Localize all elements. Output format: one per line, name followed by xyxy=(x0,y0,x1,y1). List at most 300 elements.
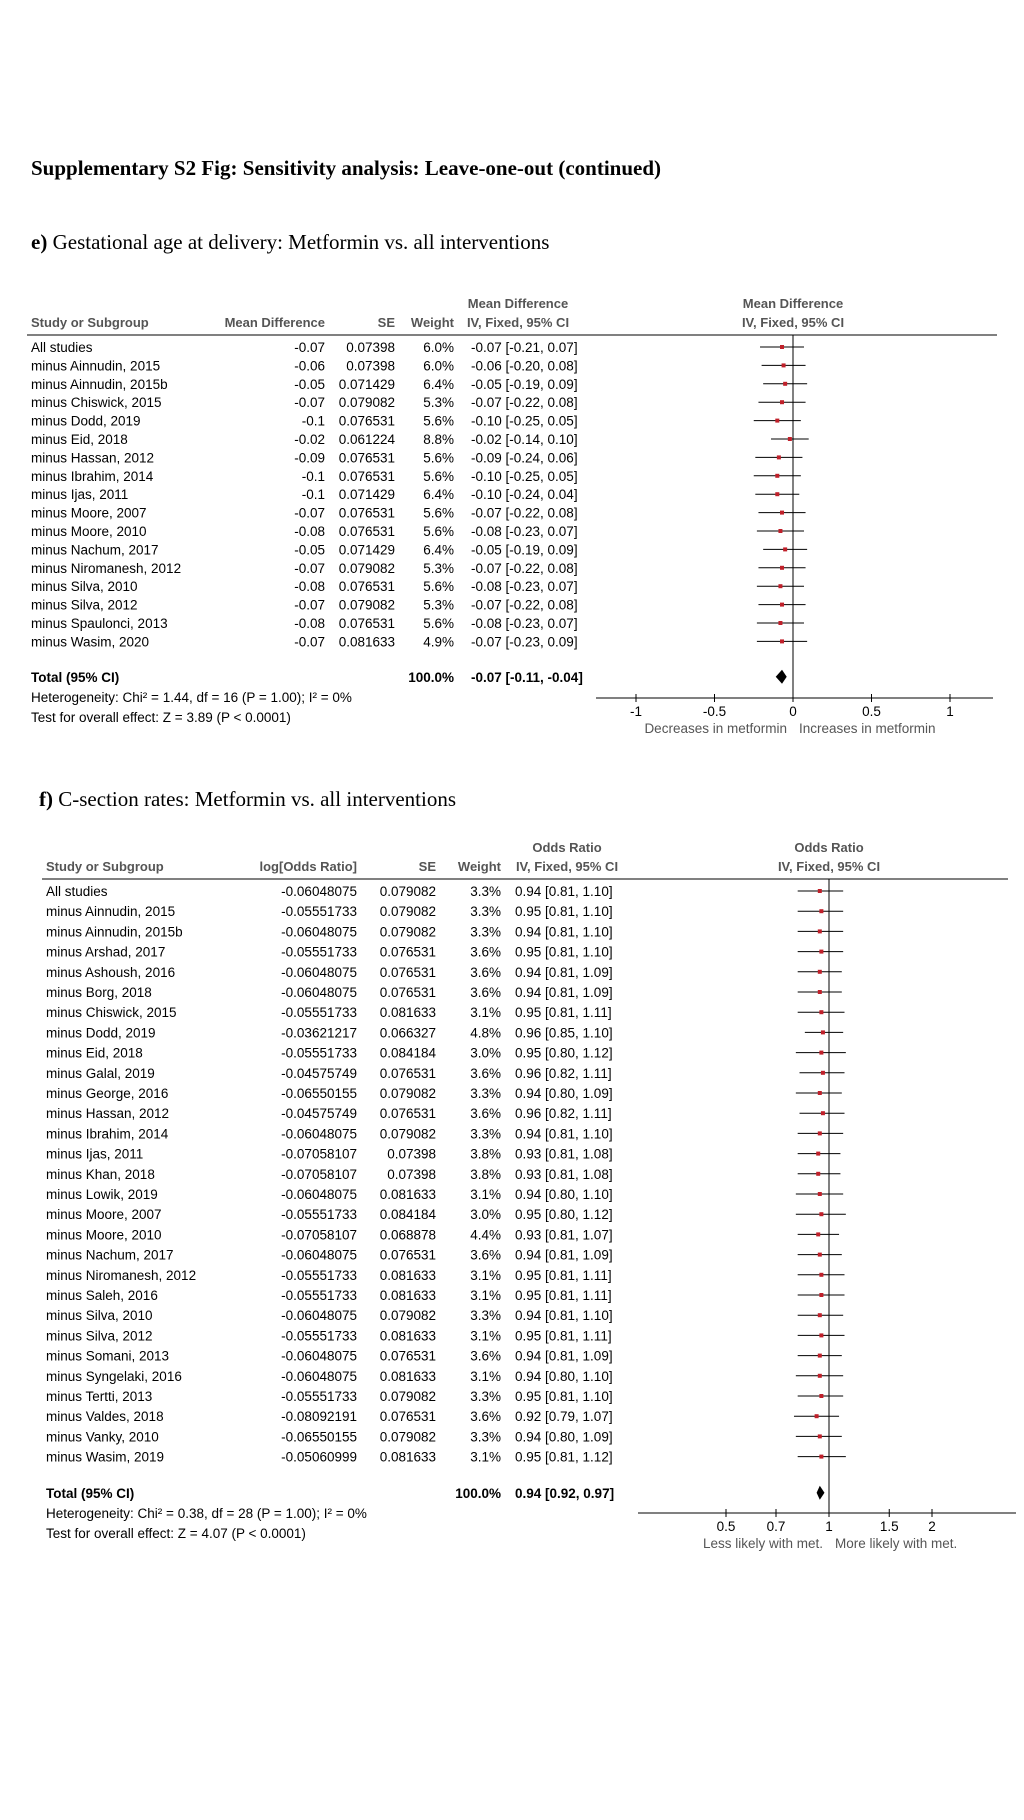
header-estimate: log[Odds Ratio] xyxy=(259,859,357,874)
study-ci: -0.05 [-0.19, 0.09] xyxy=(471,542,578,558)
study-ci: 0.94 [0.81, 1.10] xyxy=(515,1126,613,1142)
study-estimate: -0.05551733 xyxy=(281,944,357,960)
study-se: 0.079082 xyxy=(379,1126,436,1142)
study-estimate: -0.05551733 xyxy=(281,1207,357,1223)
study-ci: 0.96 [0.82, 1.11] xyxy=(515,1065,612,1081)
study-ci: 0.94 [0.81, 1.09] xyxy=(515,1348,613,1364)
study-weight: 3.1% xyxy=(470,1005,501,1021)
study-ci: 0.94 [0.81, 1.10] xyxy=(515,884,613,899)
left-direction-label: Decreases in metformin xyxy=(644,721,787,736)
study-ci: 0.95 [0.81, 1.12] xyxy=(515,1449,613,1465)
study-name: minus Borg, 2018 xyxy=(46,985,152,1000)
study-weight: 5.6% xyxy=(423,505,454,521)
study-name: minus Somani, 2013 xyxy=(46,1348,170,1364)
study-name: minus George, 2016 xyxy=(46,1086,169,1101)
study-ci: 0.94 [0.80, 1.09] xyxy=(515,1086,613,1101)
study-estimate: -0.05 xyxy=(294,376,325,392)
study-name: minus Saleh, 2016 xyxy=(46,1288,158,1303)
study-weight: 6.0% xyxy=(423,358,454,374)
header-study: Study or Subgroup xyxy=(46,859,164,874)
study-se: 0.076531 xyxy=(338,413,395,429)
study-weight: 3.1% xyxy=(470,1187,501,1202)
header-se: SE xyxy=(418,859,436,874)
study-se: 0.081633 xyxy=(379,1288,436,1303)
study-estimate: -0.06 xyxy=(294,358,325,374)
point-estimate xyxy=(780,345,784,349)
study-ci: 0.95 [0.81, 1.10] xyxy=(515,944,613,960)
study-ci: -0.10 [-0.24, 0.04] xyxy=(471,487,578,503)
study-name: minus Niromanesh, 2012 xyxy=(31,560,182,576)
study-estimate: -0.05551733 xyxy=(281,1389,357,1404)
left-direction-label: Less likely with met. xyxy=(702,1536,823,1551)
study-se: 0.076531 xyxy=(338,524,395,539)
header-ci: IV, Fixed, 95% CI xyxy=(515,859,619,874)
study-name: minus Chiswick, 2015 xyxy=(31,395,162,411)
point-estimate xyxy=(783,547,787,551)
total-ci: 0.94 [0.92, 0.97] xyxy=(515,1485,615,1501)
total-ci: -0.07 [-0.11, -0.04] xyxy=(471,669,583,685)
point-estimate xyxy=(815,1414,819,1418)
study-se: 0.076531 xyxy=(379,985,436,1000)
x-tick-label: 0.5 xyxy=(716,1519,736,1534)
study-se: 0.081633 xyxy=(379,1005,436,1021)
overall-effect-stats: Test for overall effect: Z = 4.07 (P < 0.0001) xyxy=(46,1525,306,1541)
header-effect-top: Odds Ratio xyxy=(532,840,602,855)
study-se: 0.079082 xyxy=(379,904,436,920)
study-estimate: -0.06048075 xyxy=(281,1187,357,1202)
header-plot-top: Odds Ratio xyxy=(794,840,864,855)
point-estimate xyxy=(816,1152,820,1156)
study-name: minus Silva, 2010 xyxy=(31,579,138,595)
study-se: 0.076531 xyxy=(379,1106,436,1122)
study-name: minus Moore, 2010 xyxy=(46,1227,162,1243)
study-se: 0.079082 xyxy=(338,560,395,576)
study-weight: 4.8% xyxy=(470,1025,501,1041)
point-estimate xyxy=(780,566,784,570)
study-ci: 0.94 [0.81, 1.09] xyxy=(515,985,613,1000)
point-estimate xyxy=(780,400,784,404)
study-name: minus Ijas, 2011 xyxy=(31,487,129,503)
point-estimate xyxy=(819,1051,823,1055)
header-effect-top: Mean Difference xyxy=(467,296,569,311)
study-se: 0.07398 xyxy=(387,1166,436,1182)
point-estimate xyxy=(821,1111,825,1115)
study-weight: 3.0% xyxy=(470,1207,501,1223)
study-estimate: -0.07 xyxy=(294,634,325,650)
point-estimate xyxy=(818,1192,822,1196)
study-name: minus Ibrahim, 2014 xyxy=(46,1126,169,1142)
study-ci: -0.07 [-0.23, 0.09] xyxy=(471,634,578,650)
study-se: 0.079082 xyxy=(379,1086,436,1101)
study-name: minus Eid, 2018 xyxy=(31,432,128,447)
panel-e-label: e) xyxy=(31,230,48,254)
forest-plot-e xyxy=(0,296,1024,736)
point-estimate xyxy=(778,584,782,588)
study-ci: 0.93 [0.81, 1.08] xyxy=(515,1146,613,1162)
study-ci: -0.08 [-0.23, 0.07] xyxy=(471,616,578,631)
study-ci: -0.02 [-0.14, 0.10] xyxy=(471,432,578,447)
study-ci: 0.94 [0.81, 1.09] xyxy=(515,1247,613,1263)
study-name: minus Ainnudin, 2015 xyxy=(31,358,161,374)
right-direction-label: More likely with met. xyxy=(835,1536,958,1551)
total-label: Total (95% CI) xyxy=(46,1485,135,1501)
study-ci: 0.94 [0.81, 1.10] xyxy=(515,1308,613,1324)
study-weight: 5.6% xyxy=(423,450,454,466)
point-estimate xyxy=(778,529,782,533)
study-weight: 3.3% xyxy=(470,1389,501,1404)
x-tick-label: 1.5 xyxy=(879,1519,899,1534)
study-weight: 3.3% xyxy=(470,884,501,899)
study-estimate: -0.04575749 xyxy=(281,1065,357,1081)
point-estimate xyxy=(819,1455,823,1459)
study-estimate: -0.06048075 xyxy=(281,1348,357,1364)
study-ci: -0.08 [-0.23, 0.07] xyxy=(471,524,578,539)
study-se: 0.079082 xyxy=(379,1429,436,1445)
study-estimate: -0.06048075 xyxy=(281,1368,357,1384)
study-name: minus Ainnudin, 2015b xyxy=(31,376,168,392)
study-name: minus Galal, 2019 xyxy=(46,1065,155,1081)
study-estimate: -0.05551733 xyxy=(281,904,357,920)
point-estimate xyxy=(818,1091,822,1095)
study-weight: 5.6% xyxy=(423,524,454,539)
page-title: Supplementary S2 Fig: Sensitivity analysis: Leave-one-out (continued) xyxy=(31,156,662,180)
study-estimate: -0.05551733 xyxy=(281,1005,357,1021)
x-tick-label: 0.7 xyxy=(766,1519,786,1534)
study-ci: 0.94 [0.80, 1.10] xyxy=(515,1187,613,1202)
forest-plot-f xyxy=(0,840,1024,1560)
point-estimate xyxy=(775,474,779,478)
study-estimate: -0.07058107 xyxy=(281,1166,357,1182)
study-estimate: -0.05551733 xyxy=(281,1267,357,1283)
study-ci: -0.08 [-0.23, 0.07] xyxy=(471,579,578,595)
study-ci: 0.93 [0.81, 1.08] xyxy=(515,1166,613,1182)
study-weight: 3.6% xyxy=(470,964,501,980)
study-weight: 5.6% xyxy=(423,616,454,631)
study-se: 0.079082 xyxy=(379,1389,436,1404)
x-tick-label: 1 xyxy=(825,1519,833,1534)
study-weight: 3.6% xyxy=(470,944,501,960)
study-estimate: -0.06048075 xyxy=(281,924,357,940)
point-estimate xyxy=(816,1172,820,1176)
study-weight: 3.3% xyxy=(470,904,501,920)
x-tick-label: 1 xyxy=(946,704,954,719)
study-estimate: -0.09 xyxy=(294,450,325,466)
study-estimate: -0.07058107 xyxy=(281,1146,357,1162)
study-name: minus Ainnudin, 2015 xyxy=(46,904,176,920)
point-estimate xyxy=(775,419,779,423)
study-se: 0.07398 xyxy=(387,1146,436,1162)
point-estimate xyxy=(775,492,779,496)
study-name: minus Nachum, 2017 xyxy=(46,1247,174,1263)
study-se: 0.071429 xyxy=(338,542,395,558)
point-estimate xyxy=(818,889,822,893)
study-se: 0.079082 xyxy=(338,597,395,613)
total-weight: 100.0% xyxy=(455,1485,501,1501)
point-estimate xyxy=(819,1212,823,1216)
study-se: 0.084184 xyxy=(379,1207,436,1223)
study-name: minus Valdes, 2018 xyxy=(46,1409,164,1425)
study-ci: -0.07 [-0.22, 0.08] xyxy=(471,597,578,613)
point-estimate xyxy=(821,1071,825,1075)
study-estimate: -0.05060999 xyxy=(281,1449,357,1465)
panel-f-title xyxy=(39,787,456,812)
point-estimate xyxy=(819,950,823,954)
header-se: SE xyxy=(377,315,395,330)
study-name: minus Ashoush, 2016 xyxy=(46,964,176,980)
study-se: 0.081633 xyxy=(338,634,395,650)
study-weight: 3.0% xyxy=(470,1045,501,1061)
study-weight: 4.9% xyxy=(423,634,454,650)
study-weight: 3.3% xyxy=(470,924,501,940)
study-weight: 3.3% xyxy=(470,1086,501,1101)
point-estimate xyxy=(816,1232,820,1236)
study-name: minus Vanky, 2010 xyxy=(46,1429,159,1445)
study-name: minus Dodd, 2019 xyxy=(46,1025,156,1041)
study-name: minus Wasim, 2019 xyxy=(46,1449,165,1465)
study-name: minus Moore, 2007 xyxy=(31,505,147,521)
study-ci: -0.07 [-0.22, 0.08] xyxy=(471,560,578,576)
study-ci: 0.94 [0.81, 1.09] xyxy=(515,964,613,980)
study-se: 0.079082 xyxy=(338,395,395,411)
study-weight: 3.6% xyxy=(470,1065,501,1081)
study-weight: 3.1% xyxy=(470,1449,501,1465)
study-name: minus Silva, 2010 xyxy=(46,1308,153,1324)
study-se: 0.076531 xyxy=(338,505,395,521)
study-weight: 3.1% xyxy=(470,1267,501,1283)
point-estimate xyxy=(778,621,782,625)
study-weight: 5.6% xyxy=(423,468,454,484)
study-se: 0.076531 xyxy=(379,1348,436,1364)
point-estimate xyxy=(818,1131,822,1135)
study-se: 0.068878 xyxy=(379,1227,436,1243)
study-se: 0.079082 xyxy=(379,1308,436,1324)
point-estimate xyxy=(780,511,784,515)
study-weight: 6.4% xyxy=(423,542,454,558)
point-estimate xyxy=(780,603,784,607)
study-se: 0.07398 xyxy=(346,358,395,374)
study-se: 0.071429 xyxy=(338,487,395,503)
point-estimate xyxy=(818,1313,822,1317)
point-estimate xyxy=(818,1374,822,1378)
study-ci: 0.94 [0.81, 1.10] xyxy=(515,924,613,940)
study-ci: -0.09 [-0.24, 0.06] xyxy=(471,450,578,466)
study-ci: -0.07 [-0.21, 0.07] xyxy=(471,340,578,355)
study-se: 0.076531 xyxy=(338,468,395,484)
study-estimate: -0.1 xyxy=(301,468,325,484)
study-name: minus Nachum, 2017 xyxy=(31,542,159,558)
study-weight: 3.6% xyxy=(470,1348,501,1364)
study-name: minus Moore, 2010 xyxy=(31,524,147,539)
study-se: 0.081633 xyxy=(379,1368,436,1384)
study-estimate: -0.05551733 xyxy=(281,1288,357,1303)
header-weight: Weight xyxy=(410,315,454,330)
study-weight: 6.0% xyxy=(423,340,454,355)
panel-f-label: f) xyxy=(39,787,53,811)
point-estimate xyxy=(818,1434,822,1438)
study-name: minus Tertti, 2013 xyxy=(46,1389,153,1404)
study-se: 0.066327 xyxy=(379,1025,436,1041)
study-se: 0.076531 xyxy=(379,1409,436,1425)
study-name: minus Arshad, 2017 xyxy=(46,944,166,960)
study-estimate: -0.06048075 xyxy=(281,884,357,899)
header-estimate: Mean Difference xyxy=(224,315,325,330)
panel-f-title-text: C-section rates: Metformin vs. all interventions xyxy=(58,787,456,811)
study-ci: -0.06 [-0.20, 0.08] xyxy=(471,358,578,374)
total-label: Total (95% CI) xyxy=(31,669,120,685)
study-weight: 3.1% xyxy=(470,1368,501,1384)
heterogeneity-stats: Heterogeneity: Chi² = 1.44, df = 16 (P = 1.00); I² = 0% xyxy=(31,689,352,705)
point-estimate xyxy=(819,1273,823,1277)
study-name: minus Ainnudin, 2015b xyxy=(46,924,183,940)
study-ci: 0.95 [0.80, 1.12] xyxy=(515,1045,613,1061)
study-name: All studies xyxy=(31,340,93,355)
study-estimate: -0.07 xyxy=(294,395,325,411)
study-se: 0.081633 xyxy=(379,1267,436,1283)
study-estimate: -0.03621217 xyxy=(281,1025,357,1041)
study-ci: 0.96 [0.82, 1.11] xyxy=(515,1106,612,1122)
study-ci: 0.95 [0.80, 1.12] xyxy=(515,1207,613,1223)
study-weight: 3.8% xyxy=(470,1146,501,1162)
study-name: minus Eid, 2018 xyxy=(46,1045,143,1061)
study-name: minus Chiswick, 2015 xyxy=(46,1005,177,1021)
study-name: minus Wasim, 2020 xyxy=(31,634,150,650)
point-estimate xyxy=(819,1293,823,1297)
x-tick-label: 0.5 xyxy=(862,704,881,719)
study-weight: 3.3% xyxy=(470,1308,501,1324)
study-weight: 3.6% xyxy=(470,1409,501,1425)
study-se: 0.079082 xyxy=(379,924,436,940)
study-name: minus Khan, 2018 xyxy=(46,1166,155,1182)
point-estimate xyxy=(818,990,822,994)
study-estimate: -0.06048075 xyxy=(281,1247,357,1263)
study-name: minus Spaulonci, 2013 xyxy=(31,616,168,631)
study-weight: 4.4% xyxy=(470,1227,501,1243)
study-estimate: -0.06048075 xyxy=(281,1308,357,1324)
study-se: 0.071429 xyxy=(338,376,395,392)
study-estimate: -0.06550155 xyxy=(281,1086,357,1101)
study-name: minus Niromanesh, 2012 xyxy=(46,1267,197,1283)
study-se: 0.081633 xyxy=(379,1328,436,1344)
study-estimate: -0.08092191 xyxy=(281,1409,357,1425)
study-se: 0.081633 xyxy=(379,1187,436,1202)
study-name: minus Hassan, 2012 xyxy=(46,1106,170,1122)
study-weight: 8.8% xyxy=(423,432,454,447)
point-estimate xyxy=(780,639,784,643)
study-ci: -0.10 [-0.25, 0.05] xyxy=(471,468,578,484)
heterogeneity-stats: Heterogeneity: Chi² = 0.38, df = 28 (P = 1.00); I² = 0% xyxy=(46,1505,367,1521)
x-tick-label: -1 xyxy=(629,704,643,719)
study-weight: 3.6% xyxy=(470,985,501,1000)
header-plot-top: Mean Difference xyxy=(742,296,844,311)
point-estimate xyxy=(819,909,823,913)
study-estimate: -0.07 xyxy=(294,340,325,355)
study-estimate: -0.08 xyxy=(294,579,325,595)
point-estimate xyxy=(819,1394,823,1398)
study-ci: 0.94 [0.80, 1.09] xyxy=(515,1429,613,1445)
study-estimate: -0.05 xyxy=(294,542,325,558)
study-ci: -0.10 [-0.25, 0.05] xyxy=(471,413,578,429)
study-ci: 0.94 [0.80, 1.10] xyxy=(515,1368,613,1384)
study-se: 0.076531 xyxy=(338,579,395,595)
header-ci: IV, Fixed, 95% CI xyxy=(466,315,570,330)
study-se: 0.07398 xyxy=(346,340,395,355)
point-estimate xyxy=(818,1354,822,1358)
study-estimate: -0.06048075 xyxy=(281,985,357,1000)
study-weight: 3.3% xyxy=(470,1126,501,1142)
study-weight: 6.4% xyxy=(423,376,454,392)
study-name: minus Silva, 2012 xyxy=(46,1328,153,1344)
study-name: minus Dodd, 2019 xyxy=(31,413,141,429)
header-plot-method: IV, Fixed, 95% CI xyxy=(777,859,881,874)
study-estimate: -0.06048075 xyxy=(281,1126,357,1142)
study-ci: 0.92 [0.79, 1.07] xyxy=(515,1409,613,1425)
study-weight: 3.6% xyxy=(470,1247,501,1263)
point-estimate xyxy=(818,929,822,933)
study-ci: 0.95 [0.81, 1.11] xyxy=(515,1288,612,1303)
study-estimate: -0.07 xyxy=(294,597,325,613)
study-weight: 5.3% xyxy=(423,560,454,576)
study-estimate: -0.1 xyxy=(301,413,325,429)
total-diamond xyxy=(817,1486,825,1500)
header-weight: Weight xyxy=(457,859,501,874)
study-weight: 5.6% xyxy=(423,413,454,429)
point-estimate xyxy=(818,1253,822,1257)
study-estimate: -0.06048075 xyxy=(281,964,357,980)
right-direction-label: Increases in metformin xyxy=(799,721,936,736)
study-weight: 3.6% xyxy=(470,1106,501,1122)
x-tick-label: 2 xyxy=(928,1519,936,1534)
study-weight: 3.1% xyxy=(470,1288,501,1303)
study-ci: 0.95 [0.81, 1.10] xyxy=(515,1389,613,1404)
study-ci: -0.07 [-0.22, 0.08] xyxy=(471,505,578,521)
study-estimate: -0.05551733 xyxy=(281,1328,357,1344)
study-name: minus Ijas, 2011 xyxy=(46,1146,144,1162)
study-se: 0.076531 xyxy=(379,1065,436,1081)
study-estimate: -0.1 xyxy=(301,487,325,503)
study-estimate: -0.07 xyxy=(294,560,325,576)
study-estimate: -0.06550155 xyxy=(281,1429,357,1445)
point-estimate xyxy=(788,437,792,441)
study-se: 0.061224 xyxy=(338,432,395,447)
study-weight: 3.8% xyxy=(470,1166,501,1182)
study-name: minus Silva, 2012 xyxy=(31,597,138,613)
study-ci: 0.95 [0.81, 1.10] xyxy=(515,904,613,920)
study-se: 0.081633 xyxy=(379,1449,436,1465)
study-weight: 5.6% xyxy=(423,579,454,595)
point-estimate xyxy=(777,455,781,459)
study-ci: 0.95 [0.81, 1.11] xyxy=(515,1267,612,1283)
study-weight: 5.3% xyxy=(423,597,454,613)
total-weight: 100.0% xyxy=(408,669,454,685)
study-ci: 0.95 [0.81, 1.11] xyxy=(515,1005,612,1021)
point-estimate xyxy=(819,1010,823,1014)
point-estimate xyxy=(818,970,822,974)
study-ci: -0.07 [-0.22, 0.08] xyxy=(471,395,578,411)
study-name: minus Lowik, 2019 xyxy=(46,1187,158,1202)
header-plot-method: IV, Fixed, 95% CI xyxy=(741,315,845,330)
study-estimate: -0.07058107 xyxy=(281,1227,357,1243)
study-se: 0.076531 xyxy=(379,964,436,980)
study-estimate: -0.02 xyxy=(294,432,325,447)
study-weight: 3.1% xyxy=(470,1328,501,1344)
study-name: All studies xyxy=(46,884,108,899)
study-se: 0.084184 xyxy=(379,1045,436,1061)
study-weight: 5.3% xyxy=(423,395,454,411)
study-name: minus Ibrahim, 2014 xyxy=(31,468,154,484)
x-tick-label: 0 xyxy=(789,704,797,719)
panel-e-title-text: Gestational age at delivery: Metformin vs. all interventions xyxy=(52,230,550,254)
study-ci: -0.05 [-0.19, 0.09] xyxy=(471,376,578,392)
